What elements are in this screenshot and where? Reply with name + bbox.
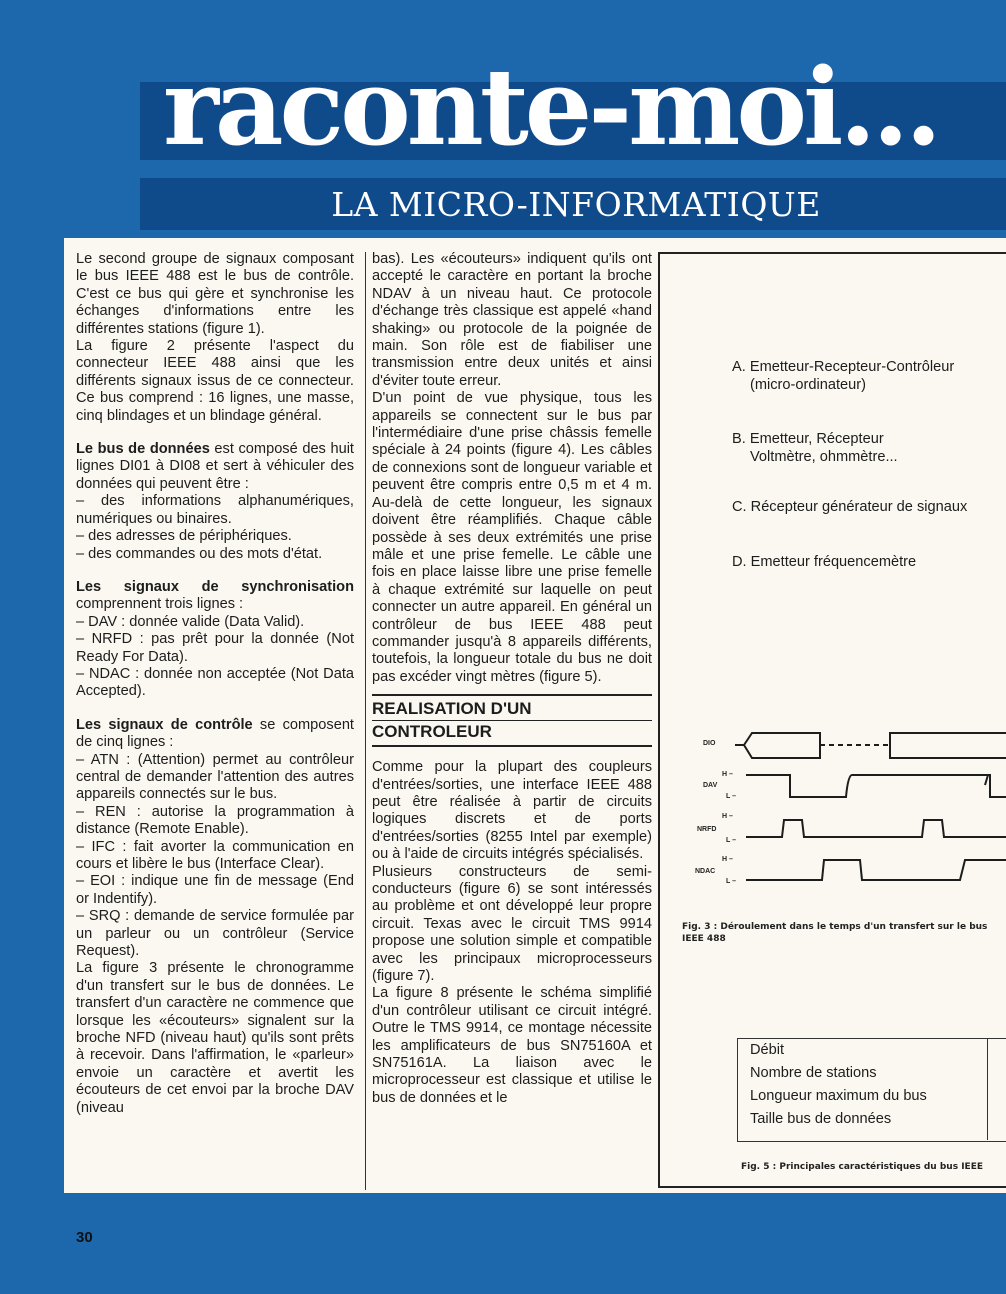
dav-waveform (746, 775, 1006, 797)
level-label-l: L – (726, 878, 736, 885)
signal-label-nrfd: NRFD (697, 826, 717, 833)
paragraph: La figure 2 présente l'aspect du connecteur IEEE 488 ainsi que les différents signaux issus de ce connecteur. Ce bus comprend : 16 lignes, une masse, cinq blindages et un blindage général. (76, 338, 354, 424)
level-label-h: H – (722, 771, 733, 778)
paragraph: Les signaux de synchronisation comprennent trois lignes : (76, 578, 354, 613)
page-subtitle: LA MICRO-INFORMATIQUE (331, 184, 821, 224)
level-label-h: H – (722, 856, 733, 863)
list-item: – des informations alphanumériques, numériques ou binaires. (76, 493, 354, 527)
figure-1-item-b-detail: Voltmètre, ohmmètre... (750, 449, 898, 465)
paragraph: Comme pour la plupart des coupleurs d'entrées/sorties, une interface IEEE 488 peut être réalisée à partir de circuits logiques discrets et de ports d'entrées/sorties (8255 Intel par exemple) ou à l'aide de circuits intégrés spécialisés. (372, 759, 652, 863)
paragraph: D'un point de vue physique, tous les appareils se connectent sur le bus par l'intermédiaire d'une prise châssis femelle spéciale à 24 points (figure 4). Les câbles de connexions sont de longueur variable et peuvent être compris entre 0,5 m et 4 m. Au-delà de cette longueur, les signaux doivent être réamplifiés. Chaque câble possède à ses deux extrémités une prise mâle et une prise femelle. Le câble une fois en place laisse libre une prise femelle à chaque extrémité sur laquelle on peut connecter un autre appareil. En général un contrôleur de bus IEEE 488 peut commander jusqu'à 8 appareils différents, toutefois, la longueur totale du bus ne doit pas excéder vingt mètres (figure 5). (372, 390, 652, 685)
ndac-waveform (746, 860, 1006, 880)
paragraph: Les signaux de contrôle se composent de cinq lignes : (76, 716, 354, 751)
figure-3-caption: Fig. 3 : Déroulement dans le temps d'un transfert sur le bus (682, 922, 988, 932)
list-item: – des commandes ou des mots d'état. (76, 545, 323, 562)
characteristics-table (737, 1038, 1006, 1142)
list-item: – IFC : fait avorter la communication en cours et libère le bus (Interface Clear). (76, 838, 354, 872)
table-row: Débit (750, 1042, 785, 1058)
signal-label-dav: DAV (703, 782, 718, 789)
page-number: 30 (76, 1229, 93, 1246)
paragraph: Plusieurs constructeurs de semi-conducteurs (figure 6) se sont intéressés au problème et ont développé leur propre circuit. Texas avec le circuit TMS 9914 propose une solution simple et compatible avec les principaux microprocesseurs (figure 7). (372, 863, 652, 985)
list-item: – EOI : indique une fin de message (End or Indentify). (76, 873, 354, 907)
paragraph: La figure 3 présente le chronogramme d'un transfert sur le bus de données. Le transfert d'un caractère ne commence que lorsque les «écouteurs» signalent sur la broche NFD (niveau haut) qu'ils sont prêts à recevoir. Dans l'affirmation, le «parleur» envoie un caractère et avertit les écouteurs de cet envoi par la broche DAV (niveau (76, 960, 354, 1116)
figure-1-item-c: C. Récepteur générateur de signaux (732, 499, 968, 515)
level-label-l: L – (726, 793, 736, 800)
dio-byte-1 (744, 733, 820, 758)
paragraph: bas). Les «écouteurs» indiquent qu'ils ont accepté le caractère en portant la broche NDAV à un niveau haut. Ce protocole d'échange très classique est appelé «hand shaking» ou protocole de la poignée de main. Son rôle est de fiabiliser une transmission entre deux unités et ainsi d'éviter toute erreur. (372, 251, 652, 389)
list-item: – des adresses de périphériques. (76, 528, 292, 545)
paragraph: La figure 8 présente le schéma simplifié d'un contrôleur utilisant ce circuit intégré. Outre le TMS 9914, ce montage nécessite les amplificateurs de bus SN75160A et SN75161A. La liaison avec le microprocesseur est classique et utilise le bus de données et le (372, 985, 652, 1106)
list-item: – NDAC : donnée non acceptée (Not Data Accepted). (76, 665, 354, 700)
level-label-l: L – (726, 837, 736, 844)
table-divider (987, 1039, 988, 1140)
signal-label-ndac: NDAC (695, 868, 716, 875)
level-label-h: H – (722, 813, 733, 820)
nrfd-waveform (746, 820, 1006, 837)
paragraph: Le second groupe de signaux composant le bus IEEE 488 est le bus de contrôle. C'est ce bus qui gère et synchronise les échanges d'informations entre les différentes stations (figure 1). (76, 251, 354, 337)
section-heading: REALISATION D'UN CONTROLEUR (372, 694, 652, 747)
table-row: Taille bus de données (750, 1111, 892, 1127)
list-item: – NRFD : pas prêt pour la donnée (Not Ready For Data). (76, 631, 354, 665)
paragraph: Le bus de données est composé des huit lignes DI01 à DI08 et sert à véhiculer des données qui peuvent être : (76, 441, 354, 492)
bold-lead: Les signaux de synchronisation (76, 578, 354, 595)
column-2 (372, 251, 652, 1107)
figure-1-item-d: D. Emetteur fréquencemètre (732, 554, 917, 570)
list-item: – SRQ : demande de service formulée par un parleur ou un contrôleur (Service Request). (76, 908, 354, 960)
column-rule (365, 252, 366, 1190)
page-title: raconte-moi... (163, 44, 939, 169)
list-item: – ATN : (Attention) permet au contrôleur central de demander l'attention des autres appareils connectés sur le bus. (76, 751, 354, 803)
figure-1-item-a-detail: (micro-ordinateur) (750, 377, 866, 393)
bold-lead: Les signaux de contrôle (76, 716, 253, 733)
figure-3-caption-line2: IEEE 488 (682, 934, 726, 944)
table-row: Nombre de stations (750, 1065, 877, 1081)
list-item: – REN : autorise la programmation à distance (Remote Enable). (76, 803, 354, 838)
figure-1-item-b: B. Emetteur, Récepteur (732, 431, 884, 447)
figure-1-item-a: A. Emetteur-Recepteur-Contrôleur (732, 359, 955, 375)
table-row: Longueur maximum du bus (750, 1088, 927, 1104)
timing-diagram (730, 725, 1006, 895)
column-1 (76, 251, 354, 1117)
list-item: – DAV : donnée valide (Data Valid). (76, 613, 305, 630)
dio-byte-2 (890, 733, 1006, 758)
signal-label-dio: DIO (703, 740, 716, 747)
bold-lead: Le bus de données (76, 441, 210, 458)
figure-5-caption: Fig. 5 : Principales caractéristiques du bus IEEE (741, 1162, 983, 1172)
